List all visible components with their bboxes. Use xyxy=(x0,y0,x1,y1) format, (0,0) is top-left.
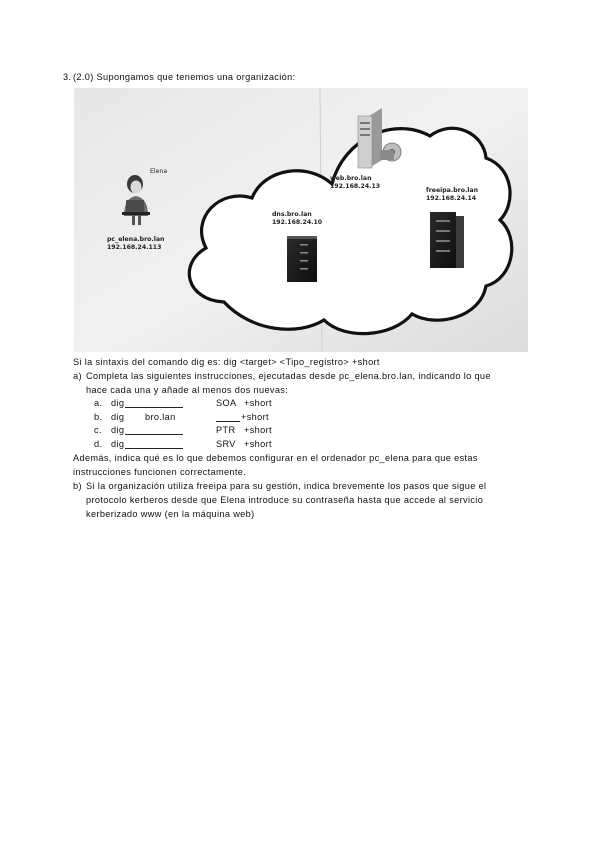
part-b-label: b) xyxy=(73,481,82,491)
freeipa-ip-label: 192.168.24.14 xyxy=(426,195,477,202)
part-a-line2: hace cada una y añade al menos dos nuevas: xyxy=(86,385,289,395)
question-number: 3. xyxy=(63,72,72,82)
item-flag: +short xyxy=(244,439,272,449)
dns-server-icon xyxy=(287,236,317,282)
answer-blank[interactable] xyxy=(125,425,183,435)
part-b-line3: kerberizado www (en la máquina web) xyxy=(86,509,255,519)
part-a-line1: Completa las siguientes instrucciones, ejecutadas desde pc_elena.bro.lan, indicando lo que xyxy=(86,371,491,381)
part-a-extra-line1: Además, indica qué es lo que debemos configurar en el ordenador pc_elena para que estas xyxy=(73,453,478,463)
part-b-line2: protocolo kerberos desde que Elena introduce su contraseña hasta que accede al servicio xyxy=(86,495,484,505)
item-letter: a. xyxy=(94,398,103,408)
item-cmd: dig xyxy=(111,425,125,435)
pc-host-label: pc_elena.bro.lan xyxy=(107,236,165,243)
item-cmd: dig xyxy=(111,439,125,449)
item-letter: c. xyxy=(94,425,102,435)
part-a-extra-line2: instrucciones funcionen correctamente. xyxy=(73,467,247,477)
item-target: bro.lan xyxy=(145,412,176,422)
item-type: SRV xyxy=(216,439,236,449)
item-flag: +short xyxy=(241,412,269,422)
user-name-label: Elena xyxy=(150,168,168,175)
answer-blank[interactable] xyxy=(125,398,183,408)
web-ip-label: 192.168.24.13 xyxy=(330,183,381,190)
item-type: SOA xyxy=(216,398,237,408)
syntax-line: Si la sintaxis del comando dig es: dig <target> <Tipo_registro> +short xyxy=(73,357,380,367)
question-title: (2.0) Supongamos que tenemos una organización: xyxy=(73,72,296,82)
pc-ip-label: 192.168.24.113 xyxy=(107,244,162,251)
part-a-label: a) xyxy=(73,371,82,381)
item-type: PTR xyxy=(216,425,236,435)
freeipa-server-icon xyxy=(430,212,464,268)
item-letter: d. xyxy=(94,439,103,449)
dns-host-label: dns.bro.lan xyxy=(272,211,312,218)
web-host-label: web.bro.lan xyxy=(330,175,372,182)
item-letter: b. xyxy=(94,412,103,422)
item-cmd: dig xyxy=(111,398,125,408)
answer-blank[interactable] xyxy=(125,439,183,449)
part-b-line1: Si la organización utiliza freeipa para su gestión, indica brevemente los pasos que sigue el xyxy=(86,481,487,491)
item-cmd: dig xyxy=(111,412,125,422)
freeipa-host-label: freeipa.bro.lan xyxy=(426,187,478,194)
item-flag: +short xyxy=(244,425,272,435)
dns-ip-label: 192.168.24.10 xyxy=(272,219,323,226)
item-flag: +short xyxy=(244,398,272,408)
network-diagram xyxy=(74,88,528,352)
answer-blank[interactable] xyxy=(216,412,240,422)
